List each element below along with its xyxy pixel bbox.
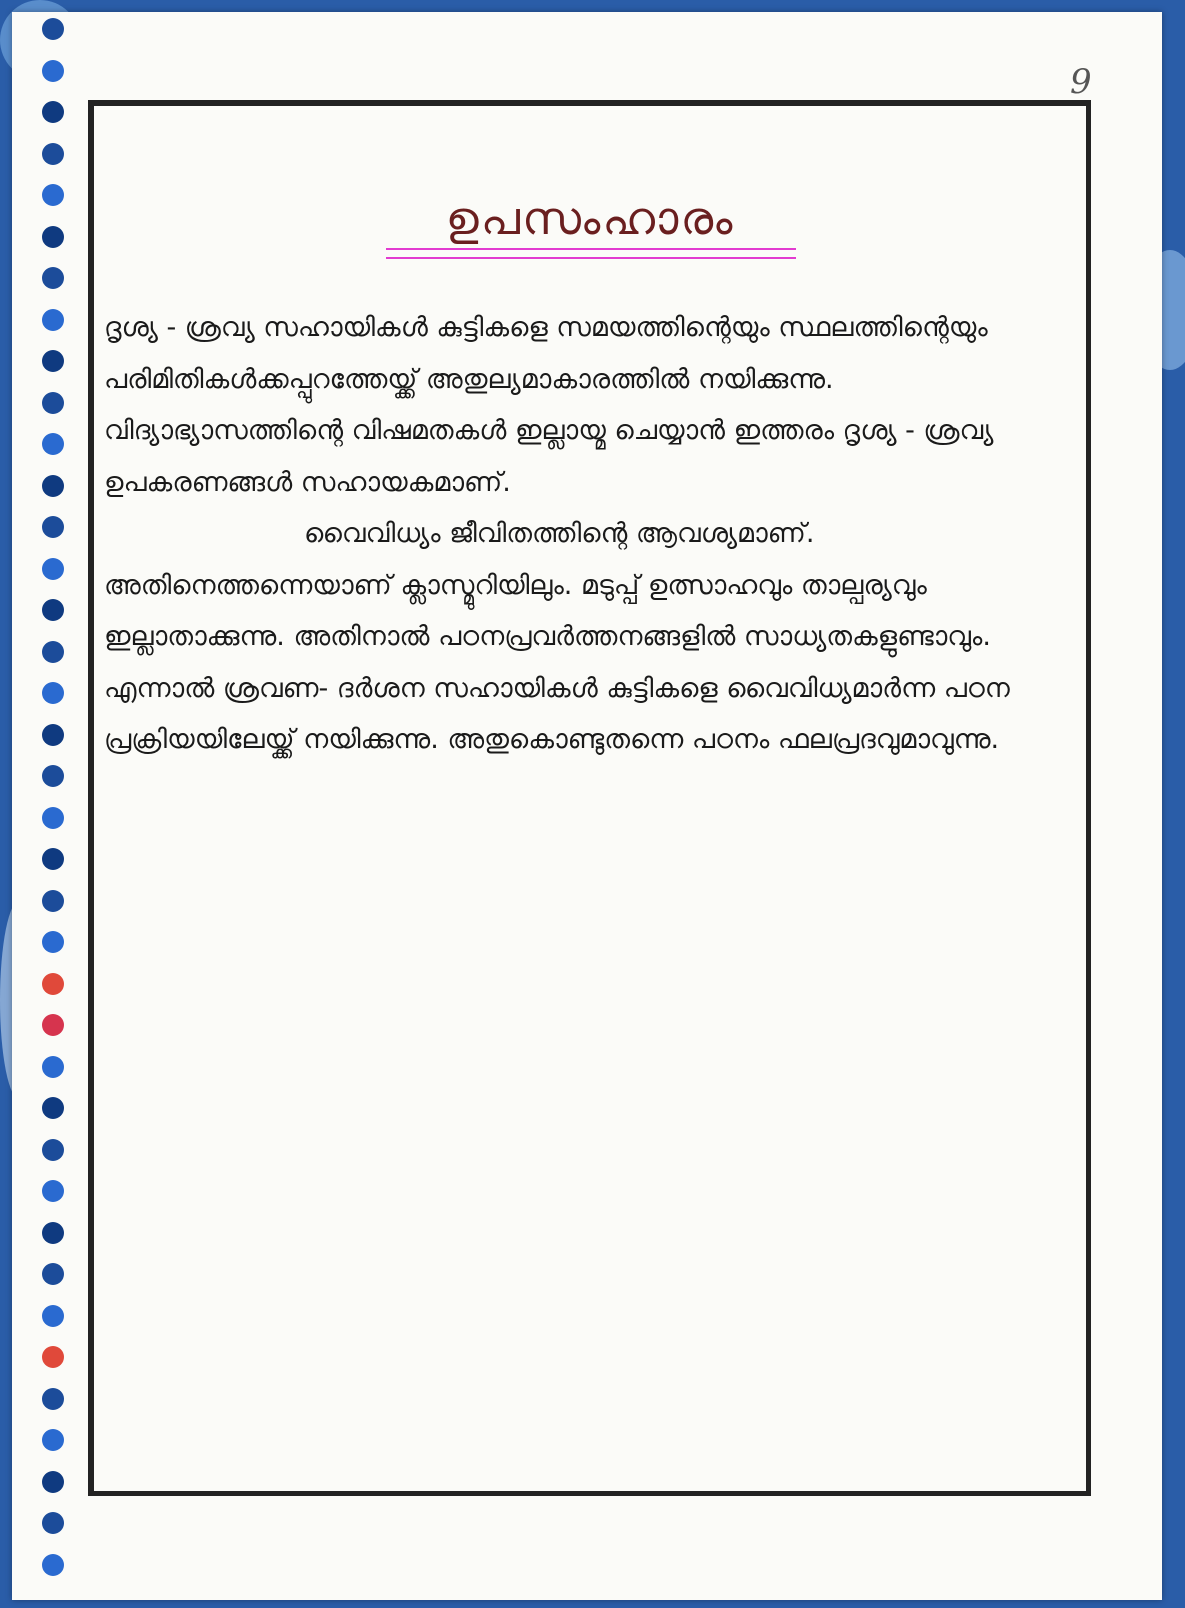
punch-hole bbox=[42, 1512, 64, 1534]
punch-hole bbox=[42, 143, 64, 165]
punch-hole bbox=[42, 1014, 64, 1036]
punch-hole bbox=[42, 890, 64, 912]
punch-hole bbox=[42, 1471, 64, 1493]
title-underline bbox=[386, 248, 796, 259]
page-number: 9 bbox=[1070, 62, 1092, 102]
page-title: ഉപസംഹാരം bbox=[445, 191, 735, 245]
punch-hole bbox=[42, 1429, 64, 1451]
punch-hole bbox=[42, 807, 64, 829]
punch-hole bbox=[42, 599, 64, 621]
punch-hole bbox=[42, 309, 64, 331]
title-container bbox=[94, 191, 1086, 253]
punch-hole bbox=[42, 558, 64, 580]
paragraph: ദൃശ്യ - ശ്രവ്യ സഹായികൾ കുട്ടികളെ സമയത്തിന്റെയും സ്ഥലത്തിന്റെയും പരിമിതികൾക്കപ്പുറത്തേയ്ക്ക് അതുല്യമാകാരത്തിൽ നയിക്കുന്നു. വിദ്യാഭ്യാസത്തിന്റെ വിഷമതകൾ ഇല്ലായ്മ ചെയ്യാൻ ഇത്തരം ദൃശ്യ - ശ്രവ്യ ഉപകരണങ്ങൾ സഹായകമാണ്. bbox=[104, 312, 994, 498]
punch-hole bbox=[42, 433, 64, 455]
punch-hole bbox=[42, 724, 64, 746]
punch-hole bbox=[42, 1305, 64, 1327]
punch-hole bbox=[42, 516, 64, 538]
punch-hole bbox=[42, 1222, 64, 1244]
punch-hole bbox=[42, 765, 64, 787]
punch-hole bbox=[42, 226, 64, 248]
punch-hole bbox=[42, 1097, 64, 1119]
punch-hole bbox=[42, 1139, 64, 1161]
paragraph: വൈവിധ്യം ജീവിതത്തിന്റെ ആവശ്യമാണ്. അതിനെത്തന്നെയാണ് ക്ലാസ്മുറിയിലും. മടുപ്പ് ഉത്സാഹവും താല്പര്യവും ഇല്ലാതാക്കുന്നു. അതിനാൽ പഠനപ്രവർത്തനങ്ങളിൽ സാധ്യതകളുണ്ടാവും. എന്നാൽ ശ്രവണ- ദർശന സഹായികൾ കുട്ടികളെ വൈവിധ്യമാർന്ന പഠന പ്രക്രിയയിലേയ്ക്ക് നയിക്കുന്നു. അതുകൊണ്ടുതന്നെ പഠനം ഫലപ്രദവുമാവുന്നു. bbox=[104, 518, 1010, 755]
punch-hole bbox=[42, 931, 64, 953]
punch-hole bbox=[42, 682, 64, 704]
punch-hole bbox=[42, 392, 64, 414]
punched-holes bbox=[42, 18, 82, 1608]
punch-hole bbox=[42, 267, 64, 289]
punch-hole bbox=[42, 1388, 64, 1410]
punch-hole bbox=[42, 475, 64, 497]
paper-sheet bbox=[12, 12, 1162, 1600]
punch-hole bbox=[42, 641, 64, 663]
punch-hole bbox=[42, 350, 64, 372]
punch-hole bbox=[42, 60, 64, 82]
punch-hole bbox=[42, 184, 64, 206]
punch-hole bbox=[42, 1554, 64, 1576]
punch-hole bbox=[42, 973, 64, 995]
body-text bbox=[104, 302, 1074, 766]
punch-hole bbox=[42, 1180, 64, 1202]
punch-hole bbox=[42, 1263, 64, 1285]
punch-hole bbox=[42, 848, 64, 870]
border-frame bbox=[88, 100, 1091, 1496]
punch-hole bbox=[42, 1056, 64, 1078]
punch-hole bbox=[42, 1346, 64, 1368]
punch-hole bbox=[42, 18, 64, 40]
punch-hole bbox=[42, 101, 64, 123]
